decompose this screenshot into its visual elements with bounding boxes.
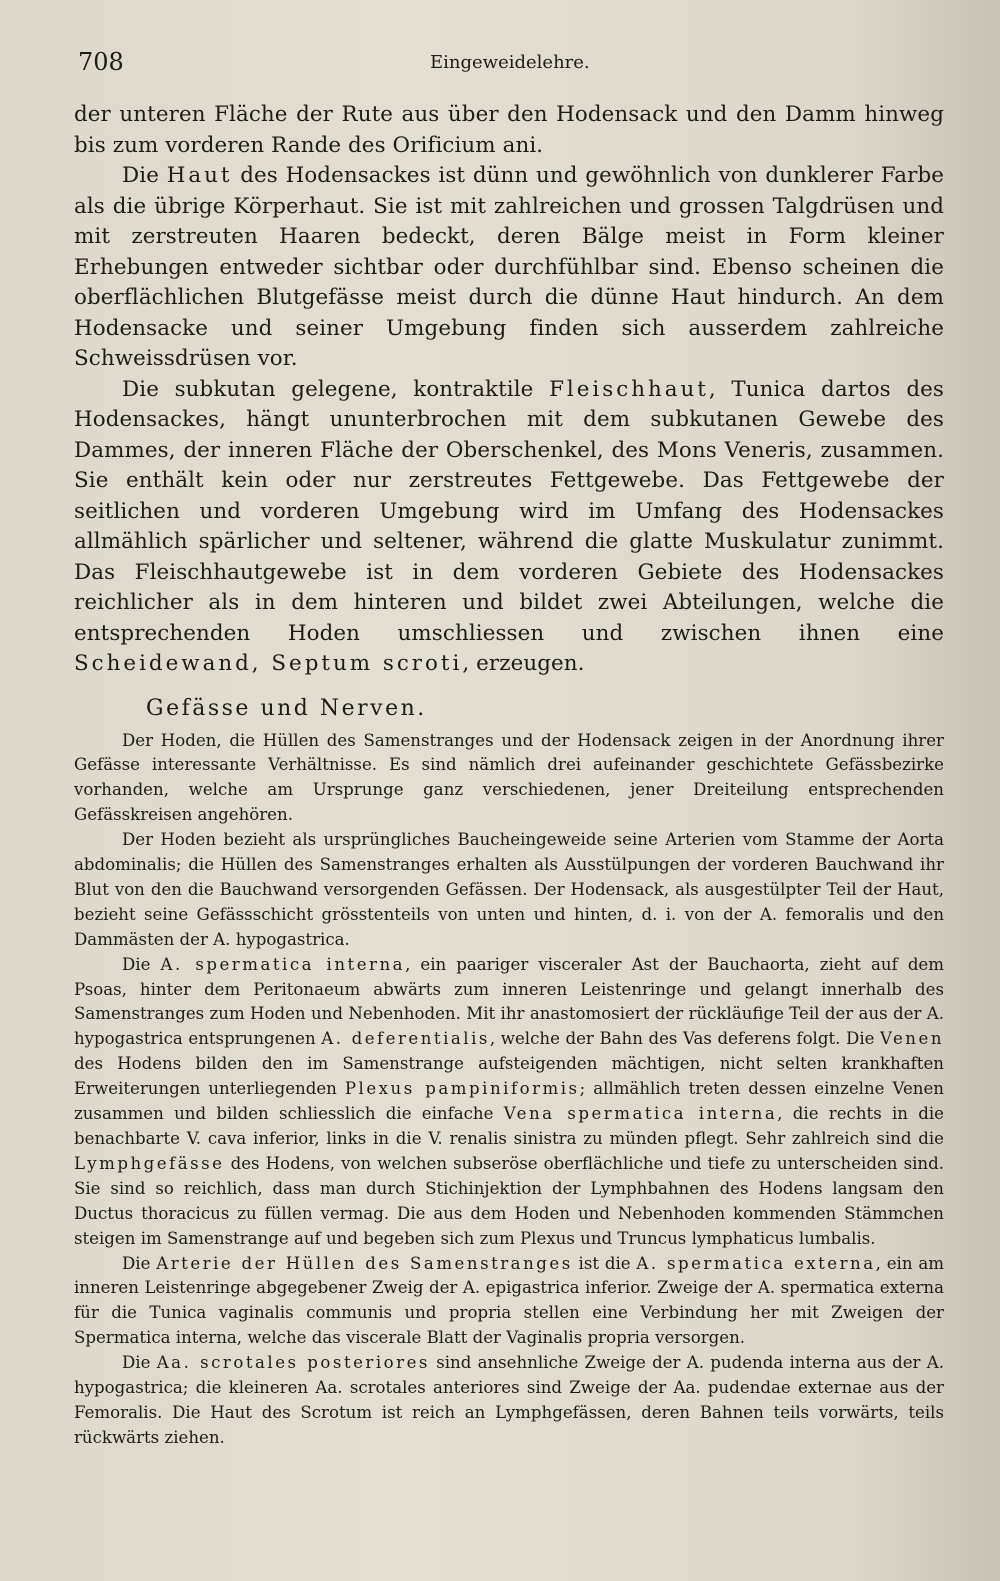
text-run: ist die — [572, 1253, 637, 1273]
small-paragraph — [74, 1252, 944, 1352]
spaced-term: Venen — [880, 1029, 945, 1049]
spaced-term: Fleischhaut — [549, 376, 709, 402]
spaced-term: Lymphgefässe — [74, 1153, 225, 1173]
text-run: , ein am inneren Leistenringe abgegebener Zweig der A. epigastrica inferior. Zweige der A. spermatica externa für die Tunica vaginalis communis und propria stellen eine Verbindung her mit Zweigen der Spermatica interna, welche das viscerale Blatt der Vaginalis propria versorgen. — [74, 1253, 944, 1348]
page-body — [74, 100, 944, 1451]
text-run: Die — [122, 1253, 157, 1273]
spaced-term: A. deferentialis — [321, 1029, 490, 1049]
spaced-term: Arterie der Hüllen des Samenstranges — [156, 1253, 573, 1273]
text-run: des Hodens, von welchen subseröse oberflächliche und tiefe zu unterscheiden sind. Sie sind so reichlich, dass man durch Stichinjektion der Lymphbahnen des Hodens langsam den Ductus thoracicus zu füllen vermag. Die aus dem Hoden und Nebenhoden kommenden Stämmchen steigen im Samenstrange auf und begeben sich zum Plexus und Truncus lymphaticus lumbalis. — [74, 1153, 944, 1248]
spaced-term: Aa. scrotales posteriores — [156, 1353, 430, 1373]
paragraph-haut — [74, 161, 944, 375]
spaced-term: Vena spermatica interna — [503, 1104, 778, 1124]
spaced-term: A. spermatica externa — [636, 1253, 876, 1273]
spaced-term: Haut — [166, 163, 233, 188]
text-run: , erzeugen. — [462, 651, 585, 676]
text-run: Die subkutan gelegene, kontraktile — [122, 376, 550, 402]
text-run: Die — [122, 1353, 157, 1373]
text-run: ; allmählich treten dessen einzelne Venen zusammen und bilden schliesslich die einfache — [74, 1079, 944, 1124]
paragraph-fleischhaut — [74, 375, 944, 680]
page-header — [78, 48, 940, 88]
text-run: , welche der Bahn des Vas deferens folgt. Die — [489, 1029, 881, 1049]
small-paragraph: Der Hoden, die Hüllen des Samenstranges und der Hodensack zeigen in der Anordnung ihrer Gefässe interessante Verhältnisse. Es sind nämlich drei aufeinander geschichtete Gefässbezirke vorhanden, welche am Ursprunge ganz verschiedenen, jener Dreiteilung entsprechenden Gefässkreisen angehören. — [74, 730, 944, 825]
section-heading: Gefässe und Nerven. — [146, 695, 427, 721]
text-run: Die — [122, 954, 161, 974]
page-number: 708 — [78, 48, 124, 76]
text-run: des Hodensackes ist dünn und gewöhnlich von dunklerer Farbe als die übrige Körperhaut. Sie ist mit zahlreichen und grossen Talgdrüsen und mit zerstreuten Haaren bedeckt, deren Bälge meist in Form kleiner Erhebungen entweder sichtbar oder durchfühlbar sind. Ebenso scheinen die oberflächlichen Blutgefässe meist durch die dünne Haut hindurch. An dem Hodensacke und seiner Umgebung finden sich ausserdem zahlreiche Schweissdrüsen vor. — [74, 163, 944, 371]
text-run: , ein paariger visceraler Ast der Bauchaorta, zieht auf dem Psoas, hinter dem Peritonaeum abwärts zum inneren Leistenringe und gelangt innerhalb des Samenstranges zum Hoden und Nebenhoden. Mit ihr anastomosiert der rückläufige Teil der aus der A. hypogastrica entsprungenen — [74, 954, 944, 1049]
text-run: , die rechts in die benachbarte V. cava inferior, links in die V. renalis sinistra zu münden pflegt. Sehr zahlreich sind die — [74, 1104, 944, 1148]
paragraph-continuation: der unteren Fläche der Rute aus über den Hodensack und den Damm hinweg bis zum vorderen Rande des Orificium ani. — [74, 102, 944, 158]
spaced-term: Scheidewand, Septum scroti — [74, 651, 463, 676]
text-run: Die — [122, 163, 167, 188]
spaced-term: Plexus pampiniformis — [344, 1079, 580, 1099]
text-run: sind ansehnliche Zweige der A. pudenda interna aus der A. hypogastrica; die kleineren Aa. scrotales anteriores sind Zweige der Aa. pudendae externae aus der Femoralis. Die Haut des Scrotum ist reich an Lymphgefässen, deren Bahnen teils vorwärts, teils rückwärts ziehen. — [74, 1353, 944, 1447]
text-run: , Tunica dartos des Hodensackes, hängt ununterbrochen mit dem subkutanen Gewebe des Dammes, der inneren Fläche der Oberschenkel, des Mons Veneris, zusammen. Sie enthält kein oder nur zerstreutes Fettgewebe. Das Fettgewebe der seitlichen und vorderen Umgebung wird im Umfang des Hodensackes allmählich spärlicher und seltener, während die glatte Muskulatur zunimmt. Das Fleischhautgewebe ist in dem vorderen Gebiete des Hodensackes reichlicher als in dem hinteren und bildet zwei Abteilungen, welche die entsprechenden Hoden umschliessen und zwischen ihnen eine — [74, 376, 944, 646]
text-run: des Hodens bilden den im Samenstrange aufsteigenden mächtigen, nicht selten krankhaften Erweiterungen unterliegenden — [74, 1054, 944, 1099]
running-title: Eingeweidelehre. — [430, 52, 590, 73]
small-paragraph — [74, 1351, 944, 1451]
small-paragraph: Der Hoden bezieht als ursprüngliches Baucheingeweide seine Arterien vom Stamme der Aorta abdominalis; die Hüllen des Samenstranges erhalten als Ausstülpungen der vorderen Bauchwand ihr Blut von den die Bauchwand versorgenden Gefässen. Der Hodensack, als ausgestülpter Teil der Haut, bezieht seine Gefässschicht grösstenteils von unten und hinten, d. i. von der A. femoralis und den Dammästen der A. hypogastrica. — [74, 830, 944, 949]
spaced-term: A. spermatica interna — [160, 954, 406, 974]
small-paragraph — [74, 953, 944, 1252]
